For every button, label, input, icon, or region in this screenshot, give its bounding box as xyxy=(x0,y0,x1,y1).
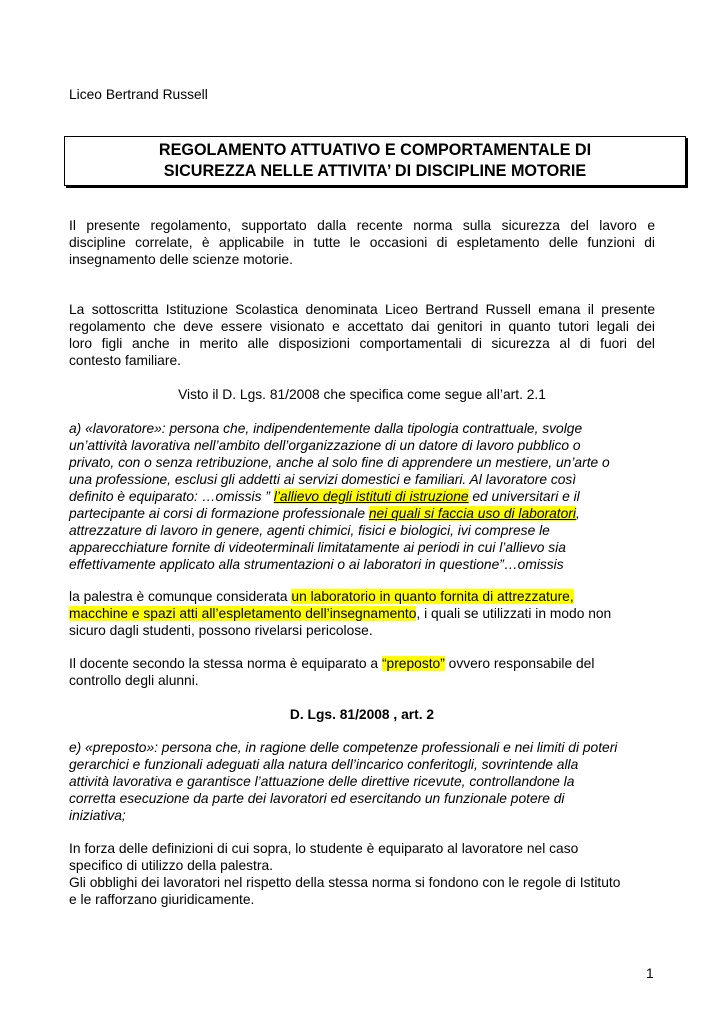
document-title xyxy=(64,136,686,186)
article-heading: D. Lgs. 81/2008 , art. 2 xyxy=(289,707,435,722)
intro-paragraph: Il presente regolamento, supportato dalla recente norma sulla sicurezza del lavoro e discipline correlate, è applicabile in tutte le occasioni di espletamento delle funzioni di insegnamento delle scienze motorie. xyxy=(69,218,655,267)
title-line-2: SICUREZZA NELLE ATTIVITA’ DI DISCIPLINE MOTORIE xyxy=(163,162,587,180)
highlight-laboratori: nei quali si faccia uso di laboratori xyxy=(368,506,576,521)
highlight-allievo: l’allievo degli istituti di istruzione xyxy=(273,489,469,504)
palestra-paragraph: la palestra è comunque considerata un laboratorio in quanto fornita di attrezzature, macchine e spazi atti all’espletamento dell’insegnamento, i quali se utilizzati in modo non sicuro dagli studenti, possono rivelarsi pericolose. xyxy=(69,589,612,638)
title-line-1: REGOLAMENTO ATTUATIVO E COMPORTAMENTALE DI xyxy=(158,141,592,159)
highlight-laboratorio: un laboratorio in quanto fornita di attrezzature, xyxy=(291,589,574,604)
highlight-macchine: macchine e spazi atti all’espletamento dell’insegnamento xyxy=(69,606,417,621)
school-name: Liceo Bertrand Russell xyxy=(69,87,208,102)
docente-paragraph: Il docente secondo la stessa norma è equiparato a “preposto” ovvero responsabile del controllo degli alunni. xyxy=(69,656,595,688)
highlight-preposto: “preposto” xyxy=(381,656,445,671)
page-number: 1 xyxy=(646,966,654,981)
visto-line: Visto il D. Lgs. 81/2008 che specifica come segue all’art. 2.1 xyxy=(178,387,546,402)
institution-paragraph: La sottoscritta Istituzione Scolastica denominata Liceo Bertrand Russell emana il presente regolamento che deve essere visionato e accettato dai genitori in quanto tutori legali dei loro figli anche in merito alle disposizioni comportamentali di sicurezza al di fuori del contesto familiare. xyxy=(69,302,655,368)
lavoratore-definition: a) «lavoratore»: persona che, indipendentemente dalla tipologia contrattuale, svolge un’attività lavorativa nell’ambito dell’organizzazione di un datore di lavoro pubblico o privato, con o senza retribuzione, anche al solo fine di apprendere un mestiere, un’arte o una professione, esclusi gli addetti ai servizi domestici e familiari. Al lavoratore così definito è equiparato: …omissis ” l’allievo degli istituti di istruzione ed universitari e il partecipante ai corsi di formazione professionale nei quali si faccia uso di laboratori, attrezzature di lavoro in genere, agenti chimici, fisici e biologici, ivi comprese le apparecchiature fornite di videoterminali limitatamente ai periodi in cui l’allievo sia effettivamente applicato alla strumentazioni o ai laboratori in questione”…omissis xyxy=(69,421,610,572)
closing-paragraph: In forza delle definizioni di cui sopra, lo studente è equiparato al lavoratore nel caso specifico di utilizzo della palestra. Gli obblighi dei lavoratori nel rispetto della stessa norma si fondono con le regole di Istituto e le rafforzano giuridicamente. xyxy=(69,841,621,907)
preposto-definition: e) «preposto»: persona che, in ragione delle competenze professionali e nei limiti di poteri gerarchici e funzionali adeguati alla natura dell’incarico conferitogli, sovrintende alla attività lavorativa e garantisce l’attuazione delle direttive ricevute, controllandone la corretta esecuzione da parte dei lavoratori ed esercitando un funzionale potere di iniziativa; xyxy=(69,740,618,823)
